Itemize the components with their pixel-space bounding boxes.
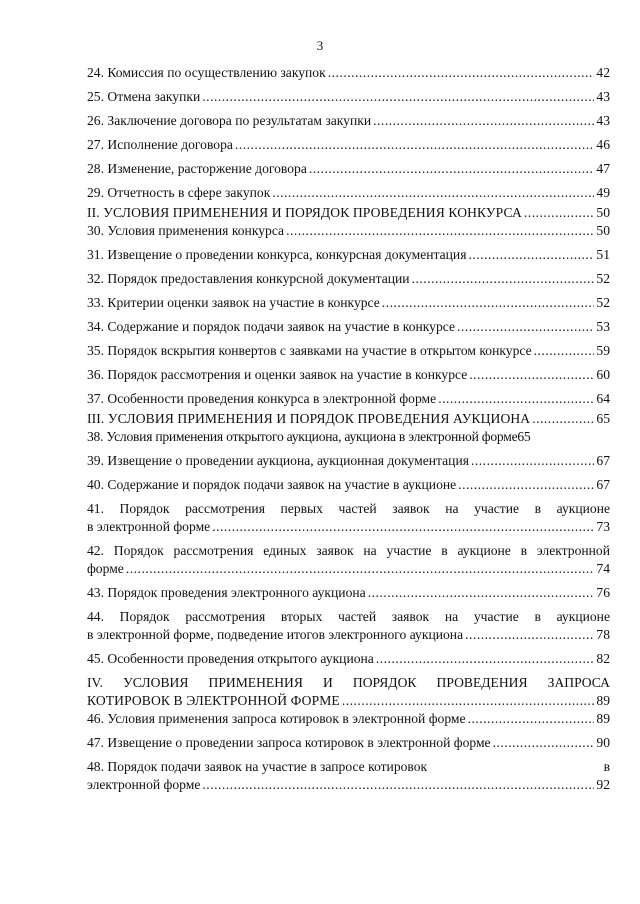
toc-entry-43[interactable] [87,584,610,602]
leader-dots [493,734,595,752]
toc-entry-page: 50 [596,205,610,220]
toc-entry-37[interactable] [87,390,610,408]
toc-entry-page: 65 [596,411,610,426]
toc-entry-label: 39. Извещение о проведении аукциона, аукционная документация [87,453,469,468]
toc-entry-label-line1-end: в [603,759,610,774]
toc-entry-40[interactable] [87,476,610,494]
leader-dots [373,112,594,130]
leader-dots [342,692,595,710]
leader-dots [465,626,594,644]
leader-dots [468,710,595,728]
toc-entry-page: 53 [596,319,610,334]
leader-dots [534,342,595,360]
leader-dots [126,560,595,578]
toc-entry-28[interactable] [87,160,610,178]
leader-dots [412,270,595,288]
toc-entry-47[interactable] [87,734,610,752]
leader-dots [212,518,594,536]
toc-entry-31[interactable] [87,246,610,264]
leader-dots [382,294,595,312]
table-of-contents [87,64,610,794]
leader-dots [368,584,595,602]
toc-entry-label-line1: 44. Порядок рассмотрения вторых частей заявок на участие в аукционе [87,609,610,624]
toc-entry-label: 35. Порядок вскрытия конвертов с заявками на участие в открытом конкурсе [87,343,532,358]
toc-entry-label-line2: в электронной форме, подведение итогов электронного аукциона [87,627,464,642]
leader-dots [524,204,595,222]
toc-entry-page: 82 [596,651,610,666]
toc-entry-label-line2: форме [87,561,124,576]
toc-entry-page: 43 [596,89,610,104]
toc-entry-label: 32. Порядок предоставления конкурсной документации [87,271,410,286]
toc-entry-page: 46 [596,137,610,152]
toc-entry-page: 74 [596,561,610,576]
toc-entry-36[interactable] [87,366,610,384]
toc-section-2[interactable] [87,204,610,222]
toc-entry-page: 67 [596,477,610,492]
toc-section-label-line2: КОТИРОВОК В ЭЛЕКТРОННОЙ ФОРМЕ [87,693,340,708]
toc-entry-page: 67 [596,453,610,468]
leader-dots [468,246,594,264]
toc-entry-page: 73 [596,519,610,534]
leader-dots [235,136,594,154]
toc-entry-35[interactable] [87,342,610,360]
toc-entry-label: 34. Содержание и порядок подачи заявок на участие в конкурсе [87,319,455,334]
toc-entry-page: 90 [596,735,610,750]
toc-entry-label: 30. Условия применения конкурса [87,223,285,238]
toc-entry-page: 42 [596,65,610,80]
toc-entry-page: 52 [596,295,610,310]
toc-entry-label: 36. Порядок рассмотрения и оценки заявок на участие в конкурсе [87,367,468,382]
toc-entry-page: 43 [596,113,610,128]
leader-dots [272,184,594,202]
leader-dots [202,88,594,106]
toc-entry-page: 64 [596,391,610,406]
toc-entry-48[interactable] [87,758,610,794]
toc-section-3[interactable] [87,410,610,428]
toc-entry-label: 24. Комиссия по осуществлению закупок [87,65,326,80]
leader-dots [376,650,595,668]
toc-section-label: III. УСЛОВИЯ ПРИМЕНЕНИЯ И ПОРЯДОК ПРОВЕДЕНИЯ АУКЦИОНА [87,411,531,426]
leader-dots [202,776,594,794]
leader-dots [328,64,595,82]
leader-dots [469,366,594,384]
toc-entry-label-line2: в электронной форме [87,519,211,534]
toc-entry-page: 52 [596,271,610,286]
toc-entry-label: 33. Критерии оценки заявок на участие в конкурсе [87,295,380,310]
toc-section-label-line1: IV. УСЛОВИЯ ПРИМЕНЕНИЯ И ПОРЯДОК ПРОВЕДЕНИЯ ЗАПРОСА [87,675,610,690]
toc-entry-30[interactable] [87,222,610,240]
leader-dots [458,476,594,494]
toc-entry-label: 28. Изменение, расторжение договора [87,161,307,176]
toc-entry-41[interactable] [87,500,610,536]
toc-entry-page: 49 [596,185,610,200]
leader-dots [309,160,595,178]
toc-entry-46[interactable] [87,710,610,728]
leader-dots [457,318,594,336]
leader-dots [286,222,594,240]
toc-entry-page: 92 [596,777,610,792]
toc-entry-44[interactable] [87,608,610,644]
toc-entry-42[interactable] [87,542,610,578]
toc-entry-page: 59 [596,343,610,358]
toc-entry-page: 76 [596,585,610,600]
toc-entry-45[interactable] [87,650,610,668]
toc-entry-25[interactable] [87,88,610,106]
toc-entry-page: 50 [596,223,610,238]
toc-entry-29[interactable] [87,184,610,202]
toc-entry-page: 51 [596,247,610,262]
toc-entry-page: 89 [596,693,610,708]
toc-entry-page: 89 [596,711,610,726]
toc-entry-32[interactable] [87,270,610,288]
toc-entry-label-line2: электронной форме [87,777,201,792]
toc-entry-label: 40. Содержание и порядок подачи заявок на участие в аукционе [87,477,457,492]
toc-entry-label: 38. Условия применения открытого аукциона, аукциона в электронной форме [87,429,518,444]
toc-entry-33[interactable] [87,294,610,312]
toc-section-label: II. УСЛОВИЯ ПРИМЕНЕНИЯ И ПОРЯДОК ПРОВЕДЕНИЯ КОНКУРСА [87,205,522,220]
toc-entry-label: 26. Заключение договора по результатам закупки [87,113,372,128]
toc-entry-label: 45. Особенности проведения открытого аукциона [87,651,374,666]
toc-entry-label: 37. Особенности проведения конкурса в электронной форме [87,391,437,406]
toc-entry-page: 78 [596,627,610,642]
toc-entry-38[interactable] [87,428,610,446]
toc-entry-page: 47 [596,161,610,176]
leader-dots [471,452,594,470]
leader-dots [532,410,594,428]
toc-entry-label: 47. Извещение о проведении запроса котировок в электронной форме [87,735,491,750]
toc-entry-label-line1: 42. Порядок рассмотрения единых заявок на участие в аукционе в электронной [87,543,610,558]
toc-entry-label: 27. Исполнение договора [87,137,233,152]
toc-entry-27[interactable] [87,136,610,154]
toc-entry-label: 31. Извещение о проведении конкурса, конкурсная документация [87,247,467,262]
toc-entry-39[interactable] [87,452,610,470]
toc-entry-26[interactable] [87,112,610,130]
toc-entry-label: 46. Условия применения запроса котировок в электронной форме [87,711,466,726]
page-number: 3 [316,38,324,53]
toc-entry-label-line1: 41. Порядок рассмотрения первых частей заявок на участие в аукционе [87,501,610,516]
toc-entry-label: 25. Отмена закупки [87,89,201,104]
toc-entry-34[interactable] [87,318,610,336]
leader-dots [438,390,594,408]
toc-entry-label-line1: 48. Порядок подачи заявок на участие в запросе котировок [87,759,428,774]
toc-entry-label: 29. Отчетность в сфере закупок [87,185,271,200]
toc-entry-label: 43. Порядок проведения электронного аукциона [87,585,366,600]
toc-entry-page: 65 [517,429,531,444]
toc-entry-page: 60 [596,367,610,382]
toc-section-4[interactable] [87,674,610,710]
toc-entry-24[interactable] [87,64,610,82]
